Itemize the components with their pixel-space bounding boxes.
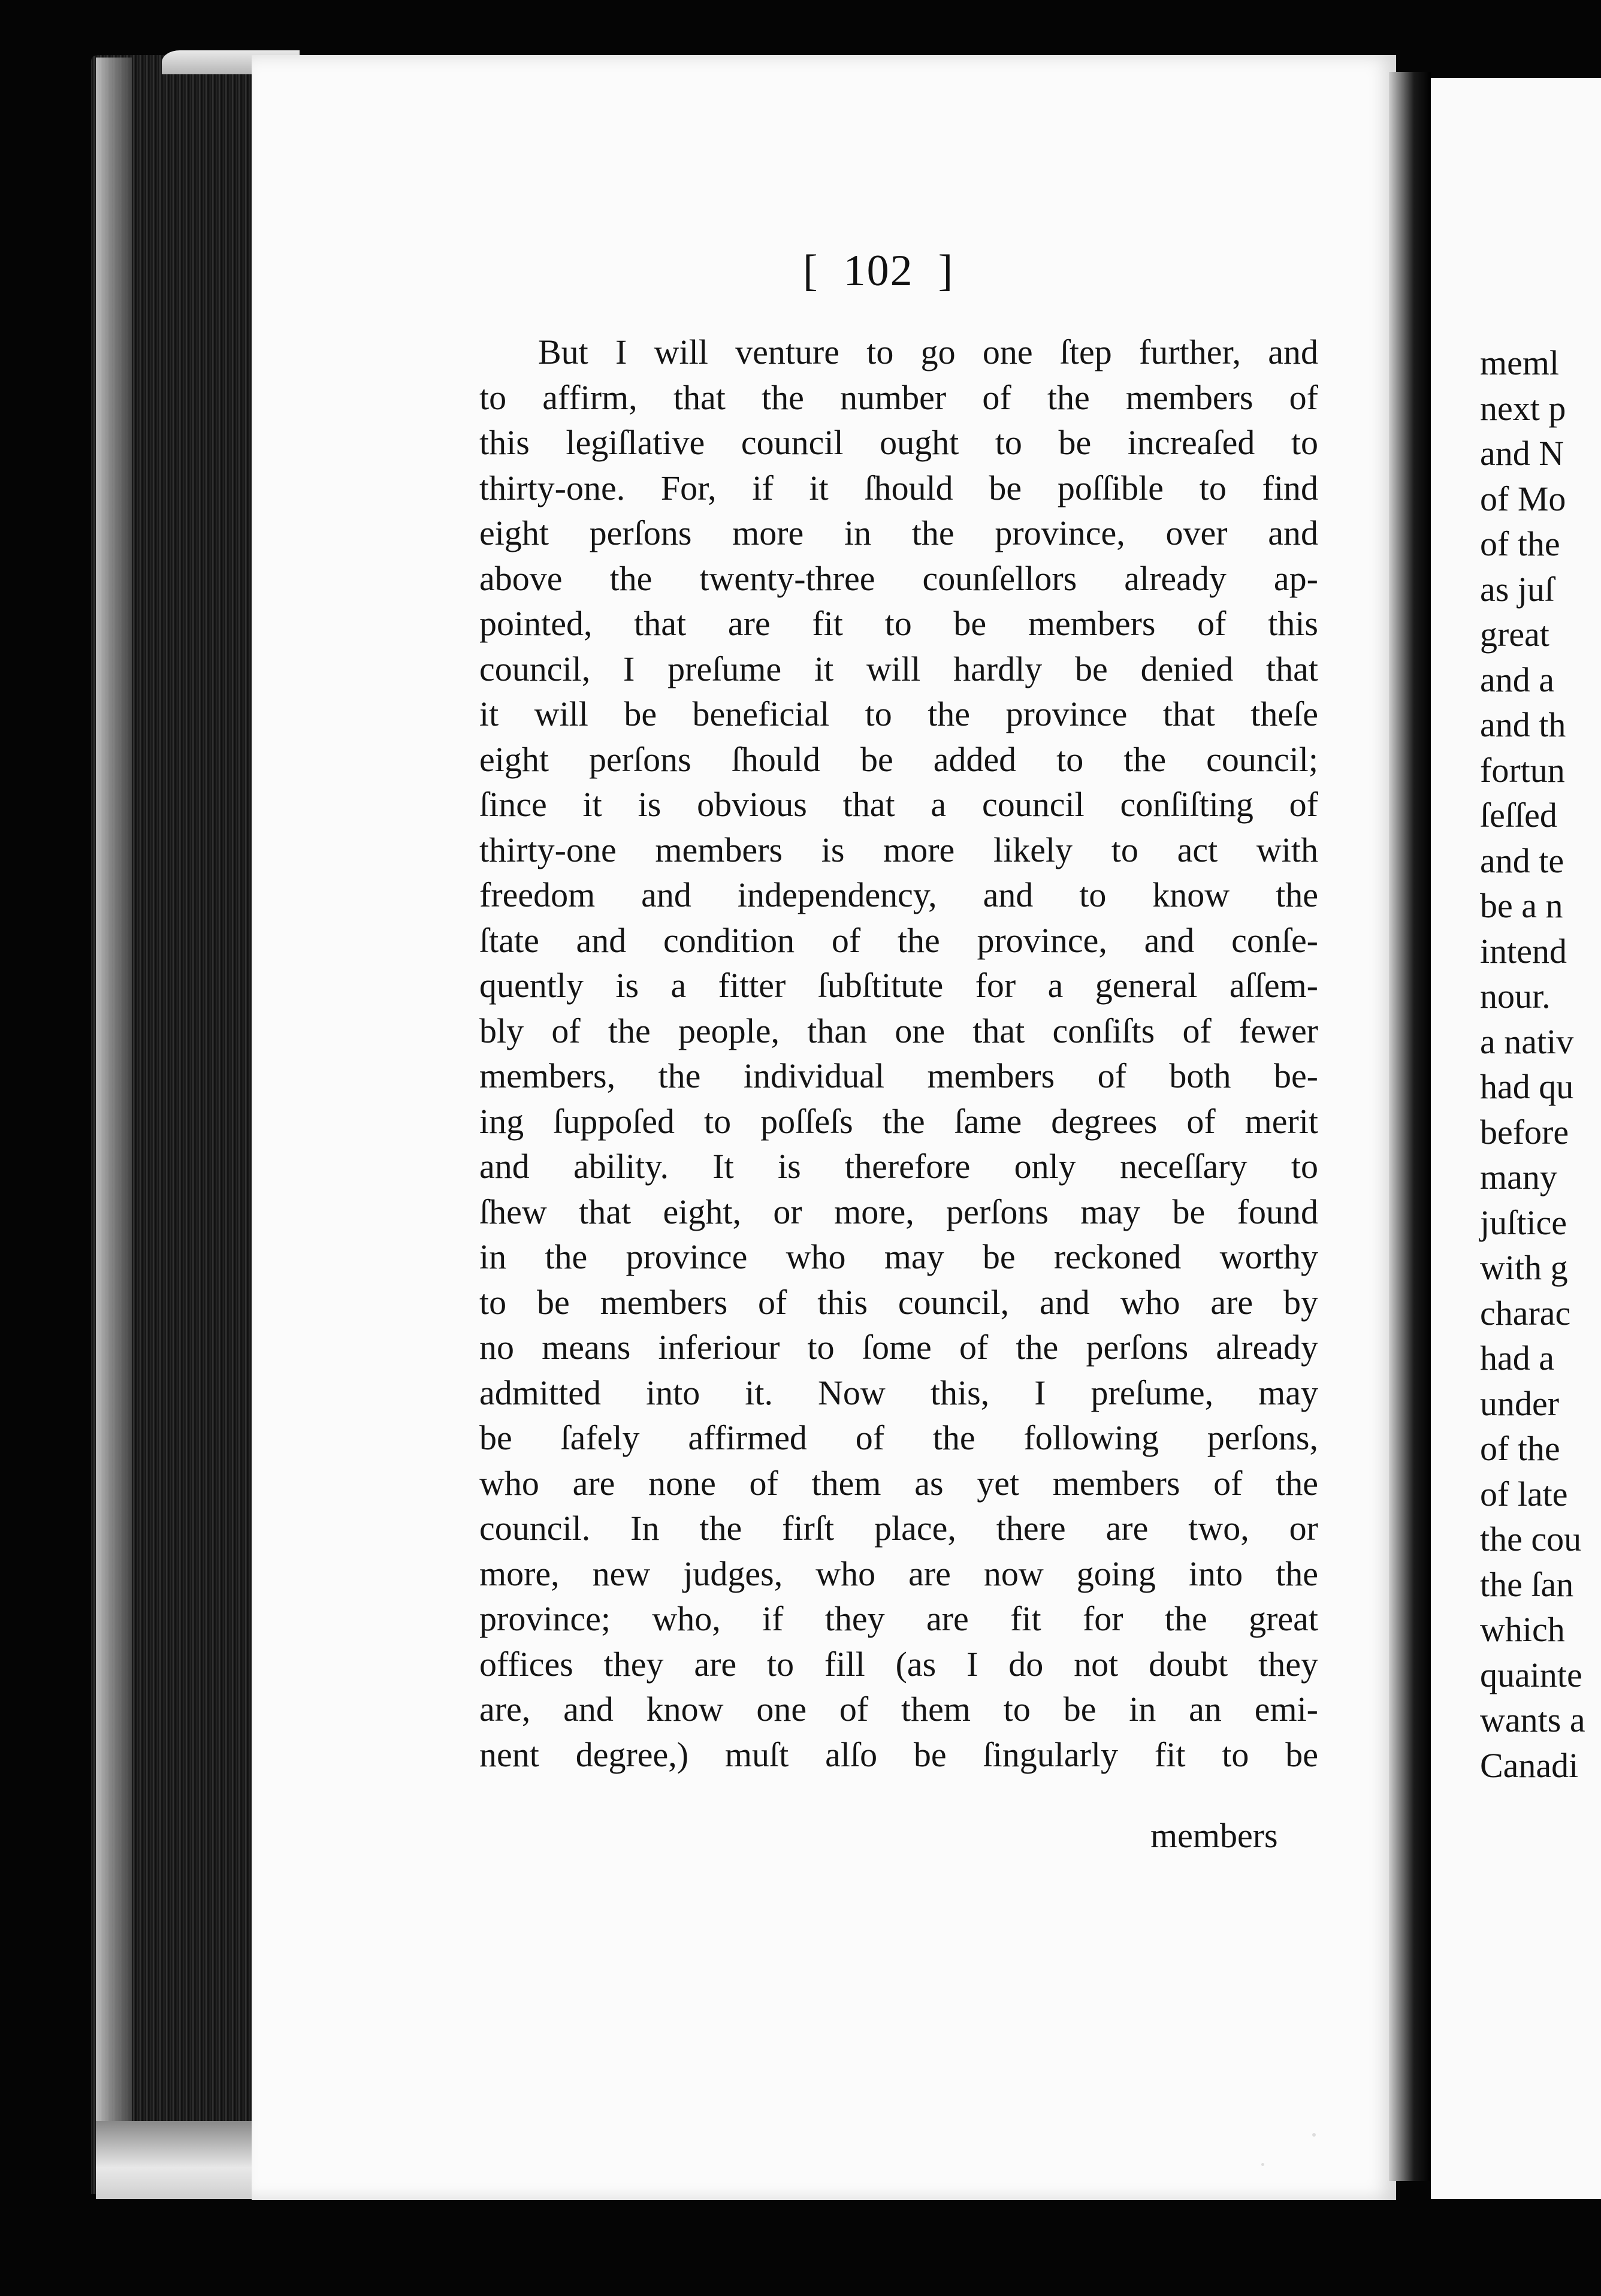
text-line: ing ſuppoſed to poſſeſs the ſame degrees of merit — [479, 1101, 1318, 1141]
text-line: quently is a fitter ſubſtitute for a general aſſem- — [479, 966, 1318, 1005]
fore-edge-bottom — [96, 2121, 276, 2199]
facing-text-line: the cou — [1480, 1519, 1582, 1558]
facing-text-line: of Mo — [1480, 479, 1566, 518]
facing-text-line: a nativ — [1480, 1022, 1574, 1061]
catchword: members — [1150, 1816, 1278, 1855]
facing-text-line: which — [1480, 1610, 1565, 1649]
facing-text-line: and th — [1480, 705, 1566, 744]
text-line: it will be beneficial to the province that theſe — [479, 694, 1318, 733]
text-line: more, new judges, who are now going into the — [479, 1554, 1318, 1593]
text-line: and ability. It is therefore only neceſſary to — [479, 1147, 1318, 1186]
text-line: are, and know one of them to be in an emi- — [479, 1690, 1318, 1729]
text-line: council. In the firſt place, there are two, or — [479, 1509, 1318, 1548]
text-line: be ſafely affirmed of the following perſons, — [479, 1418, 1318, 1457]
facing-page-text — [1480, 340, 1585, 1788]
text-line: eight perſons ſhould be added to the council; — [479, 739, 1318, 779]
text-line: this legiſlative council ought to be increaſed to — [479, 423, 1318, 462]
facing-text-line: many — [1480, 1158, 1557, 1197]
gutter-shadow — [1389, 72, 1431, 2181]
page-number-heading: [ 102 ] — [803, 246, 954, 295]
text-line: freedom and independency, and to know the — [479, 875, 1318, 914]
text-line: bly of the people, than one that conſiſts of fewer — [479, 1011, 1318, 1050]
facing-text-line: Canadi — [1480, 1745, 1579, 1785]
text-line: pointed, that are fit to be members of this — [479, 604, 1318, 643]
text-line: admitted into it. Now this, I preſume, may — [479, 1373, 1318, 1412]
facing-text-line: of the — [1480, 1429, 1560, 1468]
text-line: in the province who may be reckoned worthy — [479, 1237, 1318, 1276]
text-line: province; who, if they are fit for the great — [479, 1599, 1318, 1638]
facing-text-line: next p — [1480, 388, 1566, 428]
facing-text-line: meml — [1480, 343, 1560, 382]
text-line: to be members of this council, and who are by — [479, 1282, 1318, 1322]
facing-text-line: quainte — [1480, 1655, 1582, 1694]
facing-text-line: of the — [1480, 524, 1560, 563]
facing-text-line: under — [1480, 1383, 1560, 1423]
facing-text-line: had qu — [1480, 1067, 1574, 1106]
facing-text-line: had a — [1480, 1339, 1554, 1377]
text-line: no means inferiour to ſome of the perſons already — [479, 1328, 1318, 1367]
text-line: But I will venture to go one ſtep further, and — [538, 333, 1318, 371]
facing-text-line: as juſ — [1480, 569, 1555, 609]
text-line: council, I preſume it will hardly be denied that — [479, 649, 1318, 688]
facing-text-line: and te — [1480, 841, 1564, 880]
facing-text-line: the ſan — [1480, 1564, 1574, 1604]
fore-edge-highlight — [96, 58, 132, 2191]
text-line: ſince it is obvious that a council conſiſting of — [479, 785, 1318, 824]
facing-text-line: be a n — [1480, 886, 1563, 925]
facing-text-line: wants a — [1480, 1700, 1585, 1739]
scan-speck — [1312, 2133, 1316, 2137]
facing-text-line: and N — [1480, 434, 1564, 473]
text-line: eight perſons more in the province, over and — [479, 513, 1318, 552]
text-line: nent degree,) muſt alſo be ſingularly fit to be — [479, 1735, 1318, 1774]
scan-speck — [1261, 2163, 1264, 2166]
facing-text-line: with g — [1480, 1248, 1568, 1287]
body-text — [479, 330, 1318, 1777]
facing-text-line: fortun — [1480, 750, 1565, 790]
facing-text-line: charac — [1480, 1293, 1571, 1333]
text-line: to affirm, that the number of the members of — [479, 377, 1318, 417]
text-line: above the twenty-three counſellors already ap- — [479, 558, 1318, 598]
facing-text-line: juſtice — [1480, 1203, 1567, 1242]
facing-text-line: before — [1480, 1112, 1569, 1152]
facing-text-line: and a — [1480, 660, 1554, 699]
text-line: members, the individual members of both be- — [479, 1056, 1318, 1095]
facing-text-line: ſeſſed — [1480, 796, 1557, 835]
text-line: ſtate and condition of the province, and conſe- — [479, 920, 1318, 960]
facing-text-line: great — [1480, 615, 1549, 654]
text-line: thirty-one members is more likely to act with — [479, 830, 1318, 869]
facing-text-line: intend — [1480, 931, 1567, 971]
text-line: thirty-one. For, if it ſhould be poſſible to find — [479, 468, 1318, 507]
text-line: ſhew that eight, or more, perſons may be found — [479, 1192, 1318, 1231]
facing-text-line: nour. — [1480, 977, 1551, 1016]
text-line: who are none of them as yet members of the — [479, 1463, 1318, 1503]
text-line: offices they are to fill (as I do not doubt they — [479, 1644, 1318, 1684]
facing-text-line: of late — [1480, 1474, 1568, 1513]
